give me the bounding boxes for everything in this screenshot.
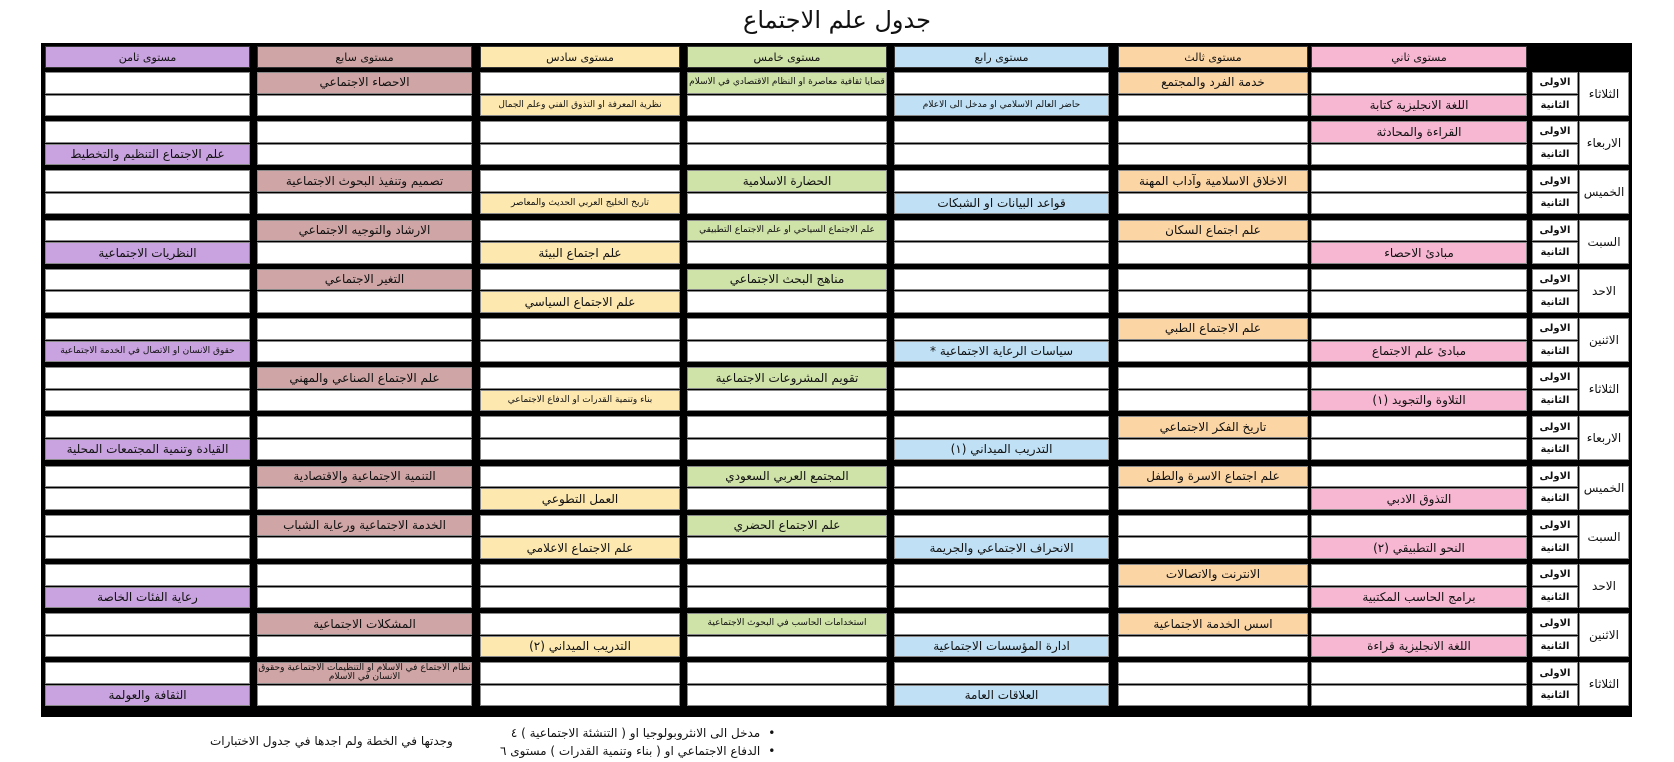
course-cell: القيادة وتنمية المجتمعات المحلية bbox=[45, 439, 250, 461]
course-cell bbox=[687, 193, 887, 215]
course-cell: الارشاد والتوجيه الاجتماعي bbox=[257, 220, 472, 242]
course-cell bbox=[1311, 193, 1527, 215]
course-cell bbox=[257, 95, 472, 117]
course-cell bbox=[894, 367, 1109, 389]
course-cell bbox=[480, 121, 680, 143]
course-cell: الاخلاق الاسلامية وآداب المهنة bbox=[1118, 170, 1308, 192]
course-cell bbox=[1118, 390, 1308, 412]
course-cell bbox=[894, 587, 1109, 609]
course-cell bbox=[480, 564, 680, 586]
course-cell bbox=[894, 121, 1109, 143]
course-cell bbox=[687, 662, 887, 684]
course-cell bbox=[1311, 439, 1527, 461]
course-cell: نظرية المعرفة او التذوق الفني وعلم الجمال bbox=[480, 95, 680, 117]
course-cell: خدمة الفرد والمجتمع bbox=[1118, 72, 1308, 94]
level-header: مستوى ثاني bbox=[1311, 46, 1527, 68]
course-cell bbox=[894, 220, 1109, 242]
course-cell bbox=[45, 416, 250, 438]
course-cell bbox=[894, 564, 1109, 586]
course-cell bbox=[257, 318, 472, 340]
course-cell: حاضر العالم الاسلامي او مدخل الى الاعلام bbox=[894, 95, 1109, 117]
slot-label: الاولى bbox=[1532, 72, 1578, 94]
course-cell bbox=[480, 341, 680, 363]
course-cell bbox=[1311, 662, 1527, 684]
day-label: الخميس bbox=[1579, 170, 1629, 214]
course-cell: قواعد البيانات او الشبكات bbox=[894, 193, 1109, 215]
course-cell: علم الاجتماع السياسي bbox=[480, 291, 680, 313]
course-cell bbox=[1118, 95, 1308, 117]
level-header: مستوى خامس bbox=[687, 46, 887, 68]
course-cell bbox=[687, 636, 887, 658]
course-cell: تصميم وتنفيذ البحوث الاجتماعية bbox=[257, 170, 472, 192]
course-cell bbox=[257, 439, 472, 461]
course-cell bbox=[45, 170, 250, 192]
course-cell: النظريات الاجتماعية bbox=[45, 242, 250, 264]
course-cell: النحو التطبيقي (٢) bbox=[1311, 537, 1527, 559]
course-cell bbox=[1118, 515, 1308, 537]
course-cell bbox=[1118, 193, 1308, 215]
course-cell: التغير الاجتماعي bbox=[257, 269, 472, 291]
course-cell: برامج الحاسب المكتبية bbox=[1311, 587, 1527, 609]
course-cell bbox=[1118, 291, 1308, 313]
course-cell bbox=[480, 269, 680, 291]
course-cell bbox=[687, 291, 887, 313]
course-cell: التنمية الاجتماعية والاقتصادية bbox=[257, 466, 472, 488]
course-cell bbox=[1311, 291, 1527, 313]
course-cell: الانترنت والاتصالات bbox=[1118, 564, 1308, 586]
day-label: السبت bbox=[1579, 220, 1629, 264]
course-cell bbox=[45, 72, 250, 94]
course-cell: ادارة المؤسسات الاجتماعية bbox=[894, 636, 1109, 658]
course-cell bbox=[480, 367, 680, 389]
course-cell: المجتمع العربي السعودي bbox=[687, 466, 887, 488]
course-cell bbox=[687, 564, 887, 586]
course-cell: علم الاجتماع الطبي bbox=[1118, 318, 1308, 340]
slot-label: الثانية bbox=[1532, 193, 1578, 215]
course-cell bbox=[257, 636, 472, 658]
course-cell: حقوق الانسان او الاتصال في الخدمة الاجتماعية bbox=[45, 341, 250, 363]
course-cell bbox=[1118, 269, 1308, 291]
course-cell bbox=[480, 416, 680, 438]
course-cell bbox=[687, 587, 887, 609]
slot-label: الثانية bbox=[1532, 242, 1578, 264]
course-cell bbox=[894, 390, 1109, 412]
course-cell bbox=[257, 390, 472, 412]
course-cell bbox=[45, 390, 250, 412]
course-cell bbox=[1311, 144, 1527, 166]
day-label: الاثنين bbox=[1579, 318, 1629, 362]
slot-label: الثانية bbox=[1532, 439, 1578, 461]
course-cell bbox=[1311, 416, 1527, 438]
course-cell bbox=[687, 416, 887, 438]
course-cell bbox=[45, 515, 250, 537]
course-cell bbox=[480, 144, 680, 166]
course-cell bbox=[1118, 662, 1308, 684]
course-cell bbox=[480, 220, 680, 242]
course-cell: بناء وتنمية القدرات او الدفاع الاجتماعي bbox=[480, 390, 680, 412]
level-header: مستوى ثامن bbox=[45, 46, 250, 68]
course-cell bbox=[45, 220, 250, 242]
level-header: مستوى رابع bbox=[894, 46, 1109, 68]
course-cell: اللغة الانجليزية كتابة bbox=[1311, 95, 1527, 117]
course-cell bbox=[480, 613, 680, 635]
course-cell bbox=[687, 318, 887, 340]
slot-label: الاولى bbox=[1532, 220, 1578, 242]
slot-label: الثانية bbox=[1532, 488, 1578, 510]
course-cell bbox=[1118, 367, 1308, 389]
course-cell bbox=[1118, 242, 1308, 264]
course-cell: العلاقات العامة bbox=[894, 685, 1109, 707]
course-cell bbox=[45, 269, 250, 291]
notes-left-text: وجدتها في الخطة ولم اجدها في جدول الاختبارات bbox=[210, 734, 453, 748]
course-cell: علم الاجتماع الصناعي والمهني bbox=[257, 367, 472, 389]
slot-label: الثانية bbox=[1532, 341, 1578, 363]
course-cell: القراءة والمحادثة bbox=[1311, 121, 1527, 143]
course-cell bbox=[257, 121, 472, 143]
course-cell bbox=[687, 341, 887, 363]
course-cell bbox=[480, 587, 680, 609]
course-cell: اللغة الانجليزية قراءة bbox=[1311, 636, 1527, 658]
note-item: •الدفاع الاجتماعي او ( بناء وتنمية القدرات ) مستوى ٦ bbox=[500, 744, 776, 758]
slot-label: الاولى bbox=[1532, 662, 1578, 684]
slot-label: الاولى bbox=[1532, 515, 1578, 537]
course-cell bbox=[480, 662, 680, 684]
course-cell bbox=[1118, 537, 1308, 559]
course-cell: التدريب الميداني (٢) bbox=[480, 636, 680, 658]
notes-left bbox=[210, 734, 453, 748]
slot-label: الثانية bbox=[1532, 291, 1578, 313]
course-cell bbox=[894, 242, 1109, 264]
course-cell bbox=[45, 291, 250, 313]
course-cell bbox=[257, 144, 472, 166]
course-cell bbox=[257, 685, 472, 707]
day-label: الاربعاء bbox=[1579, 416, 1629, 460]
slot-label: الثانية bbox=[1532, 144, 1578, 166]
course-cell bbox=[1118, 121, 1308, 143]
course-cell bbox=[1311, 466, 1527, 488]
course-cell bbox=[687, 144, 887, 166]
day-label: الثلاثاء bbox=[1579, 662, 1629, 706]
course-cell bbox=[45, 488, 250, 510]
slot-label: الاولى bbox=[1532, 416, 1578, 438]
course-cell bbox=[1311, 685, 1527, 707]
course-cell: مبادئ الاحصاء bbox=[1311, 242, 1527, 264]
course-cell: الخدمة الاجتماعية ورعاية الشباب bbox=[257, 515, 472, 537]
course-cell: علم الاجتماع التنظيم والتخطيط bbox=[45, 144, 250, 166]
course-cell: علم اجتماع البيئة bbox=[480, 242, 680, 264]
course-cell bbox=[687, 685, 887, 707]
course-cell bbox=[1311, 515, 1527, 537]
course-cell: التدريب الميداني (١) bbox=[894, 439, 1109, 461]
course-cell bbox=[687, 121, 887, 143]
course-cell bbox=[1118, 439, 1308, 461]
course-cell bbox=[45, 564, 250, 586]
level-header: مستوى سابع bbox=[257, 46, 472, 68]
course-cell: الحضارة الاسلامية bbox=[687, 170, 887, 192]
course-cell bbox=[45, 318, 250, 340]
course-cell bbox=[45, 466, 250, 488]
level-header: مستوى سادس bbox=[480, 46, 680, 68]
slot-label: الثانية bbox=[1532, 537, 1578, 559]
course-cell: علم اجتماع الاسرة والطفل bbox=[1118, 466, 1308, 488]
course-cell bbox=[894, 170, 1109, 192]
page-title: جدول علم الاجتماع bbox=[743, 6, 931, 34]
course-cell bbox=[687, 95, 887, 117]
day-label: السبت bbox=[1579, 515, 1629, 559]
course-cell: علم الاجتماع الحضري bbox=[687, 515, 887, 537]
course-cell bbox=[894, 466, 1109, 488]
course-cell: مبادئ علم الاجتماع bbox=[1311, 341, 1527, 363]
course-cell bbox=[1311, 269, 1527, 291]
course-cell bbox=[1118, 341, 1308, 363]
course-cell bbox=[257, 242, 472, 264]
course-cell bbox=[1311, 170, 1527, 192]
course-cell: استخدامات الحاسب في البحوث الاجتماعية bbox=[687, 613, 887, 635]
course-cell bbox=[1118, 636, 1308, 658]
course-cell bbox=[687, 390, 887, 412]
course-cell: العمل التطوعي bbox=[480, 488, 680, 510]
course-cell bbox=[894, 318, 1109, 340]
slot-label: الاولى bbox=[1532, 318, 1578, 340]
day-label: الثلاثاء bbox=[1579, 367, 1629, 411]
day-label: الثلاثاء bbox=[1579, 72, 1629, 116]
level-header: مستوى ثالث bbox=[1118, 46, 1308, 68]
course-cell bbox=[894, 291, 1109, 313]
course-cell: علم اجتماع السكان bbox=[1118, 220, 1308, 242]
slot-label: الاولى bbox=[1532, 269, 1578, 291]
course-cell bbox=[1311, 72, 1527, 94]
course-cell bbox=[480, 72, 680, 94]
course-cell bbox=[894, 416, 1109, 438]
note-item: •مدخل الى الانثروبولوجيا او ( التنشئة الاجتماعية ) ٤ bbox=[510, 726, 776, 740]
course-cell bbox=[45, 121, 250, 143]
course-cell bbox=[1118, 685, 1308, 707]
course-cell bbox=[257, 587, 472, 609]
course-cell: رعاية الفئات الخاصة bbox=[45, 587, 250, 609]
course-cell: التلاوة والتجويد (١) bbox=[1311, 390, 1527, 412]
course-cell bbox=[257, 341, 472, 363]
slot-label: الاولى bbox=[1532, 367, 1578, 389]
course-cell bbox=[894, 488, 1109, 510]
course-cell bbox=[687, 242, 887, 264]
course-cell bbox=[257, 291, 472, 313]
slot-label: الاولى bbox=[1532, 613, 1578, 635]
slot-label: الثانية bbox=[1532, 587, 1578, 609]
course-cell bbox=[257, 416, 472, 438]
course-cell: مناهج البحث الاجتماعي bbox=[687, 269, 887, 291]
course-cell bbox=[45, 537, 250, 559]
course-cell bbox=[45, 662, 250, 684]
course-cell bbox=[1118, 488, 1308, 510]
course-cell bbox=[1311, 564, 1527, 586]
course-cell: تاريخ الخليج العربي الحديث والمعاصر bbox=[480, 193, 680, 215]
course-cell bbox=[480, 439, 680, 461]
course-cell: تقويم المشروعات الاجتماعية bbox=[687, 367, 887, 389]
course-cell bbox=[45, 367, 250, 389]
day-label: الاحد bbox=[1579, 564, 1629, 608]
slot-label: الثانية bbox=[1532, 685, 1578, 707]
course-cell: اسس الخدمة الاجتماعية bbox=[1118, 613, 1308, 635]
course-cell bbox=[1311, 367, 1527, 389]
slot-label: الثانية bbox=[1532, 95, 1578, 117]
course-cell: الانحراف الاجتماعي والجريمة bbox=[894, 537, 1109, 559]
day-label: الاثنين bbox=[1579, 613, 1629, 657]
course-cell bbox=[45, 95, 250, 117]
day-label: الخميس bbox=[1579, 466, 1629, 510]
course-cell: الاحصاء الاجتماعي bbox=[257, 72, 472, 94]
slot-label: الاولى bbox=[1532, 170, 1578, 192]
course-cell: التذوق الادبي bbox=[1311, 488, 1527, 510]
slot-label: الاولى bbox=[1532, 466, 1578, 488]
notes-list bbox=[500, 726, 775, 762]
day-label: الاحد bbox=[1579, 269, 1629, 313]
course-cell: نظام الاجتماع في الاسلام او التنظيمات الاجتماعية وحقوق الانسان في الاسلام bbox=[258, 662, 471, 683]
course-cell bbox=[45, 636, 250, 658]
course-cell: سياسات الرعاية الاجتماعية * bbox=[894, 341, 1109, 363]
course-cell bbox=[1311, 220, 1527, 242]
course-cell bbox=[45, 193, 250, 215]
course-cell bbox=[1311, 318, 1527, 340]
course-cell bbox=[257, 537, 472, 559]
course-cell: قضايا ثقافية معاصرة او النظام الاقتصادي في الاسلام bbox=[687, 72, 887, 94]
course-cell bbox=[687, 537, 887, 559]
course-cell bbox=[480, 685, 680, 707]
course-cell bbox=[45, 613, 250, 635]
day-label: الاربعاء bbox=[1579, 121, 1629, 165]
course-cell bbox=[1118, 144, 1308, 166]
course-cell: المشكلات الاجتماعية bbox=[257, 613, 472, 635]
course-cell bbox=[480, 170, 680, 192]
course-cell bbox=[480, 318, 680, 340]
slot-label: الاولى bbox=[1532, 121, 1578, 143]
course-cell bbox=[894, 613, 1109, 635]
slot-label: الاولى bbox=[1532, 564, 1578, 586]
course-cell: علم الاجتماع السياحي او علم الاجتماع التطبيقي bbox=[687, 220, 887, 242]
course-cell bbox=[687, 488, 887, 510]
course-cell: تاريخ الفكر الاجتماعي bbox=[1118, 416, 1308, 438]
course-cell bbox=[480, 466, 680, 488]
course-cell bbox=[894, 269, 1109, 291]
schedule-table bbox=[41, 43, 1632, 717]
course-cell bbox=[687, 439, 887, 461]
course-cell: الثقافة والعولمة bbox=[45, 685, 250, 707]
course-cell bbox=[894, 72, 1109, 94]
slot-label: الثانية bbox=[1532, 636, 1578, 658]
course-cell bbox=[1118, 587, 1308, 609]
course-cell bbox=[480, 515, 680, 537]
course-cell bbox=[257, 193, 472, 215]
course-cell bbox=[894, 515, 1109, 537]
course-cell bbox=[1311, 613, 1527, 635]
course-cell bbox=[894, 144, 1109, 166]
course-cell bbox=[894, 662, 1109, 684]
course-cell: علم الاجتماع الاعلامي bbox=[480, 537, 680, 559]
course-cell bbox=[257, 564, 472, 586]
course-cell bbox=[257, 488, 472, 510]
slot-label: الثانية bbox=[1532, 390, 1578, 412]
